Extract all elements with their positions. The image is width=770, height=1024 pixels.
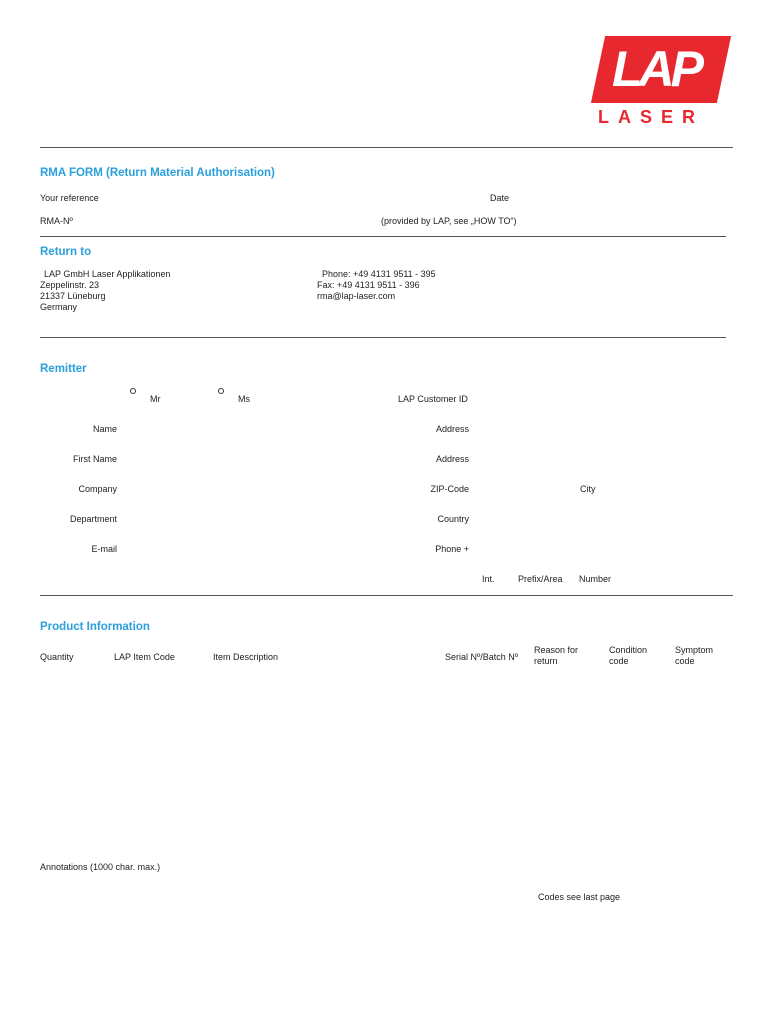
customer-id-label: LAP Customer ID [398,394,468,404]
column-reason: Reason for return [534,645,579,666]
address-label-2: Address [435,454,469,464]
rma-no-label: RMA-Nº [40,216,73,226]
return-address-line: 21337 Lüneburg [40,291,106,301]
return-address-line: Germany [40,302,78,312]
email-label: E-mail [91,544,117,554]
return-contact-fax: Fax: +49 4131 9511 - 396 [317,280,420,290]
logo-lap-text: LAP [612,41,700,97]
column-quantity: Quantity [40,652,74,662]
company-label: Company [78,484,117,494]
phone-int-label: Int. [482,574,495,584]
date-label: Date [490,193,510,203]
city-label: City [580,484,596,494]
column-condition: Condition code [609,645,648,666]
zip-code-label: ZIP-Code [430,484,469,494]
your-reference-label: Your reference [40,193,99,203]
return-address [40,269,280,313]
column-item-description: Item Description [213,652,279,662]
return-address-line: Zeppelinstr. 23 [40,280,100,290]
remitter-title: Remitter [40,363,87,375]
divider-remitter [40,595,733,596]
column-symptom: Symptom code [675,645,714,666]
mr-label: Mr [150,394,161,404]
rma-note: (provided by LAP, see „HOW TO“) [381,216,517,226]
return-address-line: LAP GmbH Laser Applikationen [44,269,171,279]
lap-laser-logo [596,36,726,126]
column-serial: Serial Nº/Batch Nº [445,652,519,662]
return-contact [317,269,517,302]
phone-prefix-label: Prefix/Area [518,574,563,584]
top-divider [40,147,733,148]
address-label-1: Address [435,424,469,434]
column-item-code: LAP Item Code [114,652,175,662]
return-contact-email: rma@lap-laser.com [317,291,396,301]
divider-return [40,337,726,338]
annotations-label: Annotations (1000 char. max.) [40,862,161,872]
form-title: RMA FORM (Return Material Authorisation) [40,167,275,179]
product-info-title: Product Information [40,621,150,633]
first-name-label: First Name [72,454,117,464]
mr-radio[interactable] [130,388,136,394]
codes-note: Codes see last page [538,892,621,902]
return-contact-phone: Phone: +49 4131 9511 - 395 [322,269,436,279]
country-label: Country [437,514,469,524]
phone-label: Phone + [435,544,469,554]
department-label: Department [69,514,117,524]
divider-rma [40,236,726,237]
phone-number-label: Number [579,574,612,584]
return-to-title: Return to [40,246,92,258]
ms-radio[interactable] [218,388,224,394]
logo-laser-text: LASER [598,107,705,127]
ms-label: Ms [238,394,250,404]
name-label: Name [92,424,117,434]
